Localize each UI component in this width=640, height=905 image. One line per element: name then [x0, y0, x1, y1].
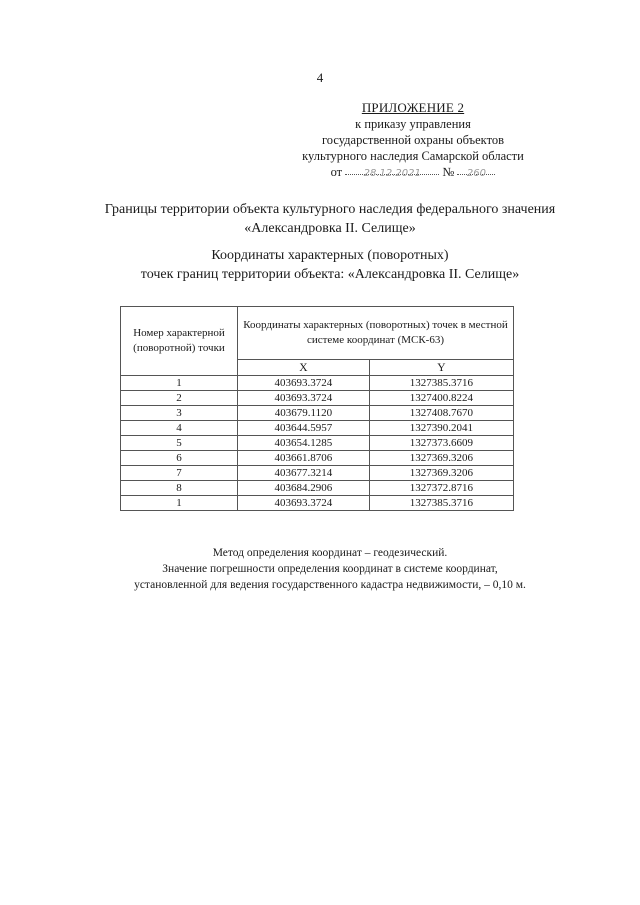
- appendix-line: государственной охраны объектов: [321, 133, 505, 147]
- y-coordinate-cell: 1327390.2041: [369, 421, 513, 436]
- x-axis-header: X: [238, 360, 370, 376]
- point-number-header: Номер характерной (поворотной) точки: [121, 307, 238, 376]
- title-line: Границы территории объекта культурного наследия федерального значения: [104, 202, 556, 217]
- point-number-cell: 1: [121, 376, 238, 391]
- appendix-date-line: [280, 164, 546, 180]
- table-row: [121, 406, 514, 421]
- table-body: [121, 376, 514, 511]
- number-blank: [457, 164, 495, 179]
- table-row: [121, 391, 514, 406]
- table-row: [121, 451, 514, 466]
- footer-notes: [100, 545, 560, 593]
- x-coordinate-cell: 403677.3214: [238, 466, 370, 481]
- x-coordinate-cell: 403693.3724: [238, 376, 370, 391]
- x-coordinate-cell: 403661.8706: [238, 451, 370, 466]
- coordinates-header: Координаты характерных (поворотных) точек в местной системе координат (МСК-63): [238, 307, 514, 360]
- handwritten-date: 28.12.2021: [363, 168, 421, 179]
- y-coordinate-cell: 1327385.3716: [369, 376, 513, 391]
- point-number-cell: 5: [121, 436, 238, 451]
- appendix-line: культурного наследия Самарской области: [302, 149, 524, 163]
- x-coordinate-cell: 403693.3724: [238, 391, 370, 406]
- appendix-heading: ПРИЛОЖЕНИЕ 2: [361, 100, 465, 115]
- point-number-cell: 7: [121, 466, 238, 481]
- appendix-block: [280, 100, 546, 180]
- table-row: [121, 421, 514, 436]
- y-coordinate-cell: 1327369.3206: [369, 466, 513, 481]
- y-axis-header: Y: [369, 360, 513, 376]
- coordinates-table: [120, 306, 514, 511]
- from-label: от: [330, 165, 343, 179]
- x-coordinate-cell: 403693.3724: [238, 496, 370, 511]
- y-coordinate-cell: 1327373.6609: [369, 436, 513, 451]
- date-blank: [345, 164, 439, 179]
- document-title: [60, 200, 600, 238]
- point-number-cell: 4: [121, 421, 238, 436]
- table-row: [121, 376, 514, 391]
- appendix-line: к приказу управления: [355, 117, 471, 131]
- accuracy-note: установленной для ведения государственного кадастра недвижимости, – 0,10 м.: [134, 579, 526, 591]
- table-row: [121, 496, 514, 511]
- point-number-cell: 8: [121, 481, 238, 496]
- table-row: [121, 436, 514, 451]
- x-coordinate-cell: 403684.2906: [238, 481, 370, 496]
- table-row: [121, 481, 514, 496]
- y-coordinate-cell: 1327385.3716: [369, 496, 513, 511]
- coords-title-line: Координаты характерных (поворотных): [211, 248, 449, 263]
- point-number-cell: 3: [121, 406, 238, 421]
- point-number-cell: 1: [121, 496, 238, 511]
- x-coordinate-cell: 403679.1120: [238, 406, 370, 421]
- y-coordinate-cell: 1327408.7670: [369, 406, 513, 421]
- x-coordinate-cell: 403644.5957: [238, 421, 370, 436]
- coords-title-line: точек границ территории объекта: «Александровка II. Селище»: [140, 267, 520, 282]
- point-number-cell: 6: [121, 451, 238, 466]
- coordinates-title: [60, 246, 600, 284]
- handwritten-number: 260: [466, 168, 486, 179]
- y-coordinate-cell: 1327369.3206: [369, 451, 513, 466]
- y-coordinate-cell: 1327372.8716: [369, 481, 513, 496]
- point-number-cell: 2: [121, 391, 238, 406]
- accuracy-note: Значение погрешности определения координат в системе координат,: [162, 563, 498, 575]
- y-coordinate-cell: 1327400.8224: [369, 391, 513, 406]
- table-row: [121, 466, 514, 481]
- number-label: №: [442, 165, 455, 179]
- method-note: Метод определения координат – геодезический.: [212, 547, 448, 559]
- title-line: «Александровка II. Селище»: [244, 221, 416, 236]
- page-number: 4: [316, 70, 324, 85]
- x-coordinate-cell: 403654.1285: [238, 436, 370, 451]
